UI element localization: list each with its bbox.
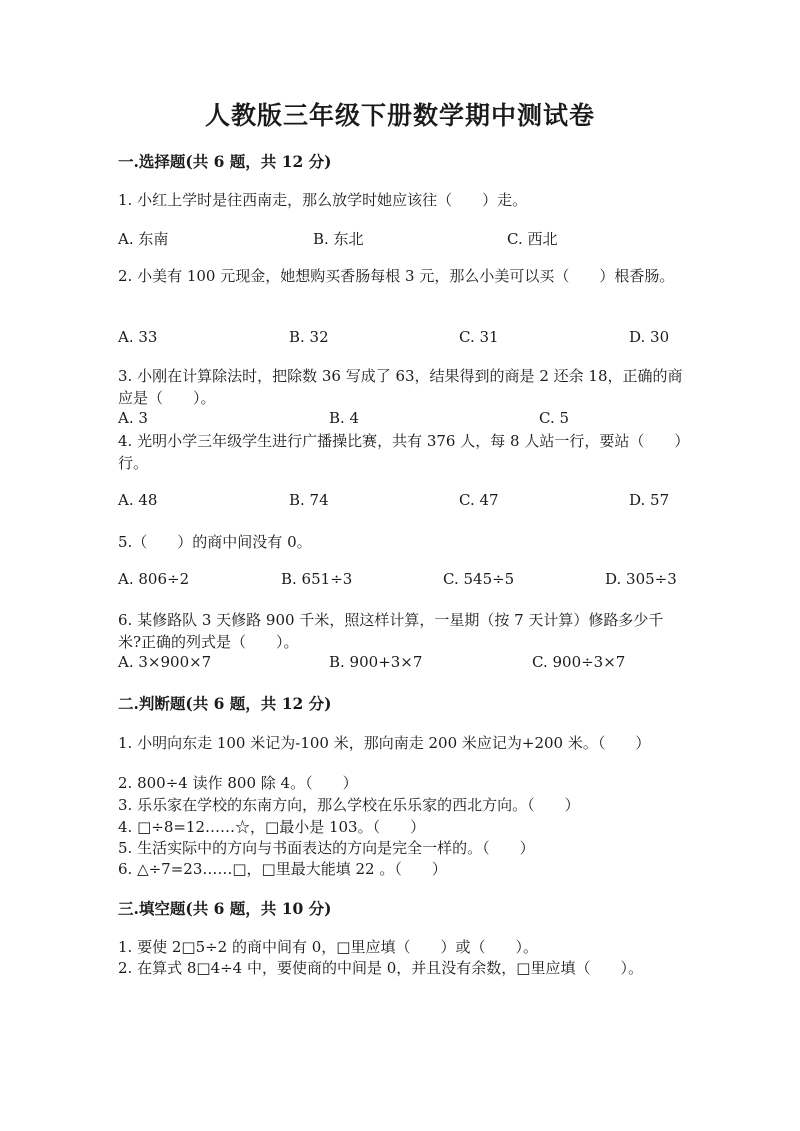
option: C. 900÷3×7 [532, 653, 626, 671]
option: C. 545÷5 [443, 570, 515, 588]
judge-item: 4. □÷8=12……☆，□最小是 103。（ ） [118, 818, 426, 836]
question-text: 6. 某修路队 3 天修路 900 千米，照这样计算，一星期（按 7 天计算）修路多少千米?正确的列式是（ ）。 [118, 611, 664, 651]
judge-item: 2. 800÷4 读作 800 除 4。（ ） [118, 774, 358, 792]
judge-item: 3. 乐乐家在学校的东南方向，那么学校在乐乐家的西北方向。（ ） [118, 796, 580, 814]
option: A. 东南 [118, 230, 169, 248]
question-text: 1. 小红上学时是往西南走，那么放学时她应该往（ ）走。 [118, 191, 528, 209]
question-text: 2. 小美有 100 元现金，她想购买香肠每根 3 元，那么小美可以买（ ）根香肠。 [118, 267, 675, 285]
option: C. 47 [459, 491, 499, 509]
option: D. 305÷3 [605, 570, 677, 588]
question-text: 4. 光明小学三年级学生进行广播操比赛，共有 376 人，每 8 人站一行，要站（ ）行。 [118, 432, 682, 472]
option: B. 651÷3 [281, 570, 353, 588]
option: D. 57 [629, 491, 670, 509]
option: B. 32 [289, 328, 329, 346]
question-text: 5.（ ）的商中间没有 0。 [118, 533, 312, 551]
option: A. 48 [118, 491, 158, 509]
judge-item: 1. 小明向东走 100 米记为-100 米，那向南走 200 米应记为+200 米。（ ） [118, 734, 651, 752]
fill-item: 2. 在算式 8□4÷4 中，要使商的中间是 0，并且没有余数，□里应填（ ）。 [118, 959, 643, 977]
option: D. 30 [629, 328, 670, 346]
option: C. 5 [539, 409, 570, 427]
section-heading-fill: 三.填空题(共 6 题，共 10 分) [118, 899, 332, 918]
option: A. 3×900×7 [118, 653, 212, 671]
option: C. 西北 [507, 230, 558, 248]
option: B. 东北 [313, 230, 364, 248]
section-heading-choice: 一.选择题(共 6 题，共 12 分) [118, 152, 332, 171]
judge-item: 6. △÷7=23……□，□里最大能填 22 。（ ） [118, 860, 447, 878]
option: A. 33 [118, 328, 158, 346]
option: B. 4 [329, 409, 360, 427]
option: A. 3 [118, 409, 148, 427]
section-heading-judge: 二.判断题(共 6 题，共 12 分) [118, 694, 332, 713]
option: B. 74 [289, 491, 329, 509]
fill-item: 1. 要使 2□5÷2 的商中间有 0，□里应填（ ）或（ ）。 [118, 938, 538, 956]
option: A. 806÷2 [118, 570, 190, 588]
option: B. 900+3×7 [329, 653, 423, 671]
question-text: 3. 小刚在计算除法时，把除数 36 写成了 63，结果得到的商是 2 还余 18，正确的商应是（ ）。 [118, 367, 683, 407]
option: C. 31 [459, 328, 499, 346]
judge-item: 5. 生活实际中的方向与书面表达的方向是完全一样的。（ ） [118, 839, 535, 857]
page-title: 人教版三年级下册数学期中测试卷 [204, 101, 595, 130]
